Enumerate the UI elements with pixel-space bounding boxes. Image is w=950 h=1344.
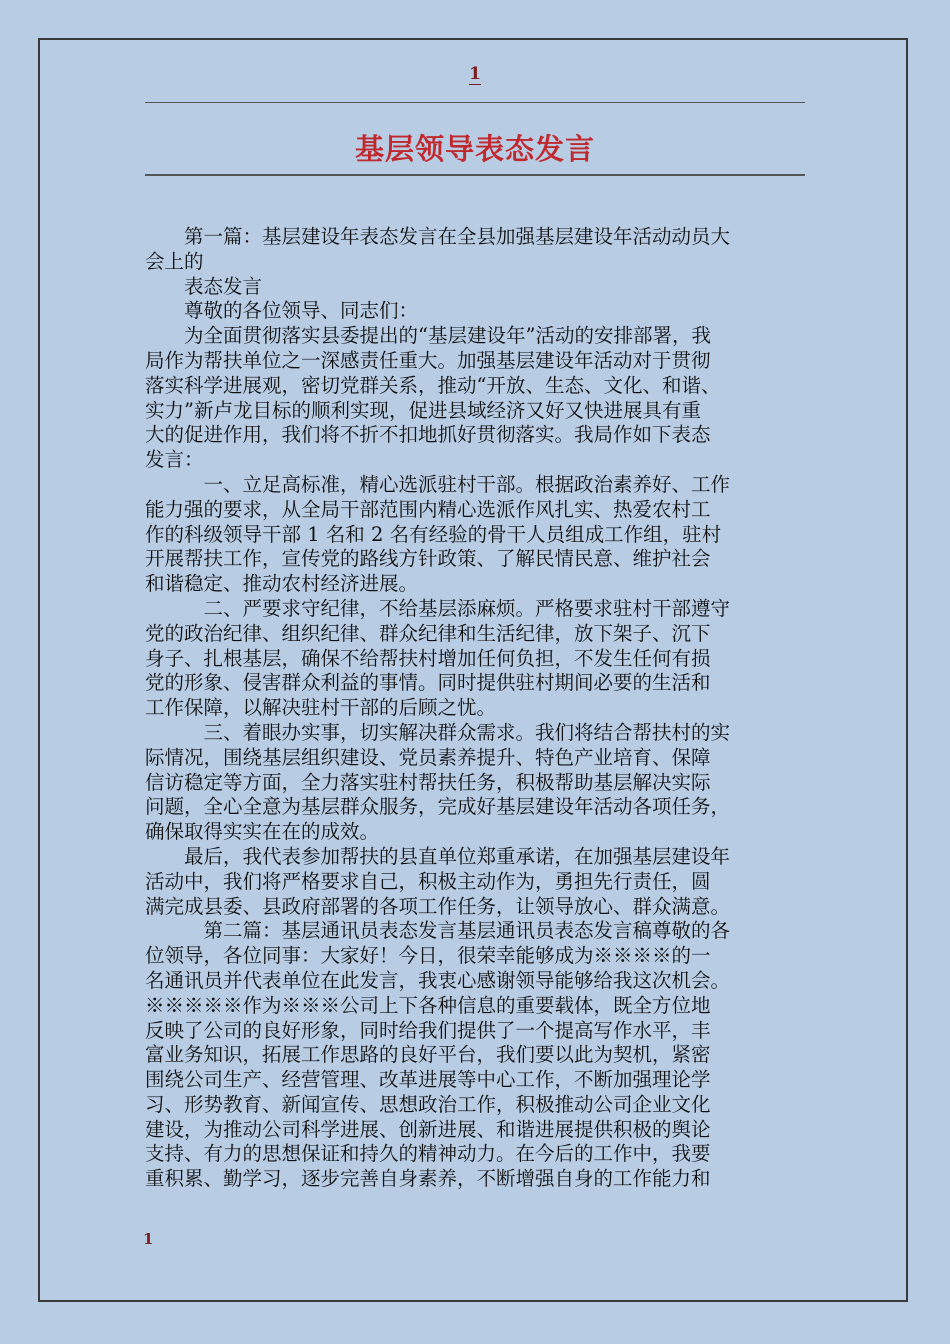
body-line: 大的促进作用，我们将不折不扣地抓好贯彻落实。我局作如下表态 xyxy=(145,423,711,447)
document-body xyxy=(145,225,820,1192)
body-line: 第一篇：基层建设年表态发言在全县加强基层建设年活动动员大 xyxy=(145,225,731,248)
body-line: 最后，我代表参加帮扶的县直单位郑重承诺，在加强基层建设年 xyxy=(145,844,731,868)
body-line: 党的政治纪律、组织纪律、群众纪律和生活纪律，放下架子、沉下 xyxy=(145,621,711,645)
body-line: 际情况，围绕基层组织建设、党员素养提升、特色产业培育、保障 xyxy=(145,745,711,769)
body-line: 确保取得实实在在的成效。 xyxy=(145,820,380,844)
document-title: 基层领导表态发言 xyxy=(354,132,595,166)
body-line: 信访稳定等方面，全力落实驻村帮扶任务，积极帮助基层解决实际 xyxy=(145,770,711,794)
title-rule xyxy=(145,174,805,176)
body-line: 名通讯员并代表单位在此发言，我衷心感谢领导能够给我这次机会。 xyxy=(145,968,731,992)
header-rule xyxy=(145,102,805,103)
body-line: 活动中，我们将严格要求自己，积极主动作为，勇担先行责任，圆 xyxy=(145,869,711,893)
body-line: 重积累、勤学习，逐步完善自身素养，不断增强自身的工作能力和 xyxy=(145,1167,711,1191)
body-line: 位领导，各位同事：大家好！今日，很荣幸能够成为※※※※的一 xyxy=(145,944,711,968)
body-line: 党的形象、侵害群众利益的事情。同时提供驻村期间必要的生活和 xyxy=(145,671,711,695)
body-line: 支持、有力的思想保证和持久的精神动力。在今后的工作中，我要 xyxy=(145,1142,711,1166)
body-line: 发言： xyxy=(145,448,204,472)
body-line: 二、严要求守纪律，不给基层添麻烦。严格要求驻村干部遵守 xyxy=(145,596,731,620)
body-line: 工作保障，以解决驻村干部的后顾之忧。 xyxy=(145,696,497,720)
footer-page-number: 1 xyxy=(143,1230,154,1248)
body-line: 围绕公司生产、经营管理、改革进展等中心工作，不断加强理论学 xyxy=(145,1068,711,1092)
body-line: 尊敬的各位领导、同志们： xyxy=(145,299,419,323)
body-line: 落实科学进展观，密切党群关系，推动“开放、生态、文化、和谐、 xyxy=(145,373,721,397)
body-line: 局作为帮扶单位之一深感责任重大。加强基层建设年活动对于贯彻 xyxy=(145,348,711,372)
body-line: 第二篇：基层通讯员表态发言基层通讯员表态发言稿尊敬的各 xyxy=(145,919,731,943)
body-line: 反映了公司的良好形象，同时给我们提供了一个提高写作水平，丰 xyxy=(145,1018,711,1042)
body-line: 表态发言 xyxy=(145,274,263,298)
body-line: 会上的 xyxy=(145,249,204,273)
body-line: ※※※※※作为※※※公司上下各种信息的重要载体，既全方位地 xyxy=(145,993,711,1017)
body-line: 一、立足高标准，精心选派驻村干部。根据政治素养好、工作 xyxy=(145,472,731,496)
body-line: 身子、扎根基层，确保不给帮扶村增加任何负担，不发生任何有损 xyxy=(145,646,711,670)
header-page-number xyxy=(0,64,950,84)
body-line: 实力”新卢龙目标的顺利实现，促进县域经济又好又快进展具有重 xyxy=(145,398,701,422)
body-line: 开展帮扶工作，宣传党的路线方针政策、了解民情民意、维护社会 xyxy=(145,547,711,571)
body-line: 和谐稳定、推动农村经济进展。 xyxy=(145,572,419,596)
body-line: 建设，为推动公司科学进展、创新进展、和谐进展提供积极的舆论 xyxy=(145,1117,711,1141)
body-line: 为全面贯彻落实县委提出的“基层建设年”活动的安排部署，我 xyxy=(145,324,711,348)
body-line: 问题，全心全意为基层群众服务，完成好基层建设年活动各项任务， xyxy=(145,795,731,819)
body-line: 满完成县委、县政府部署的各项工作任务，让领导放心、群众满意。 xyxy=(145,894,731,918)
body-line: 作的科级领导干部 1 名和 2 名有经验的骨干人员组成工作组，驻村 xyxy=(145,522,722,546)
body-line: 富业务知识，拓展工作思路的良好平台，我们要以此为契机，紧密 xyxy=(145,1043,711,1067)
body-line: 能力强的要求，从全局干部范围内精心选派作风扎实、热爱农村工 xyxy=(145,497,711,521)
header-page-number-text: 1 xyxy=(469,64,481,84)
body-line: 习、形势教育、新闻宣传、思想政治工作，积极推动公司企业文化 xyxy=(145,1092,711,1116)
body-line: 三、着眼办实事，切实解决群众需求。我们将结合帮扶村的实 xyxy=(145,720,731,744)
